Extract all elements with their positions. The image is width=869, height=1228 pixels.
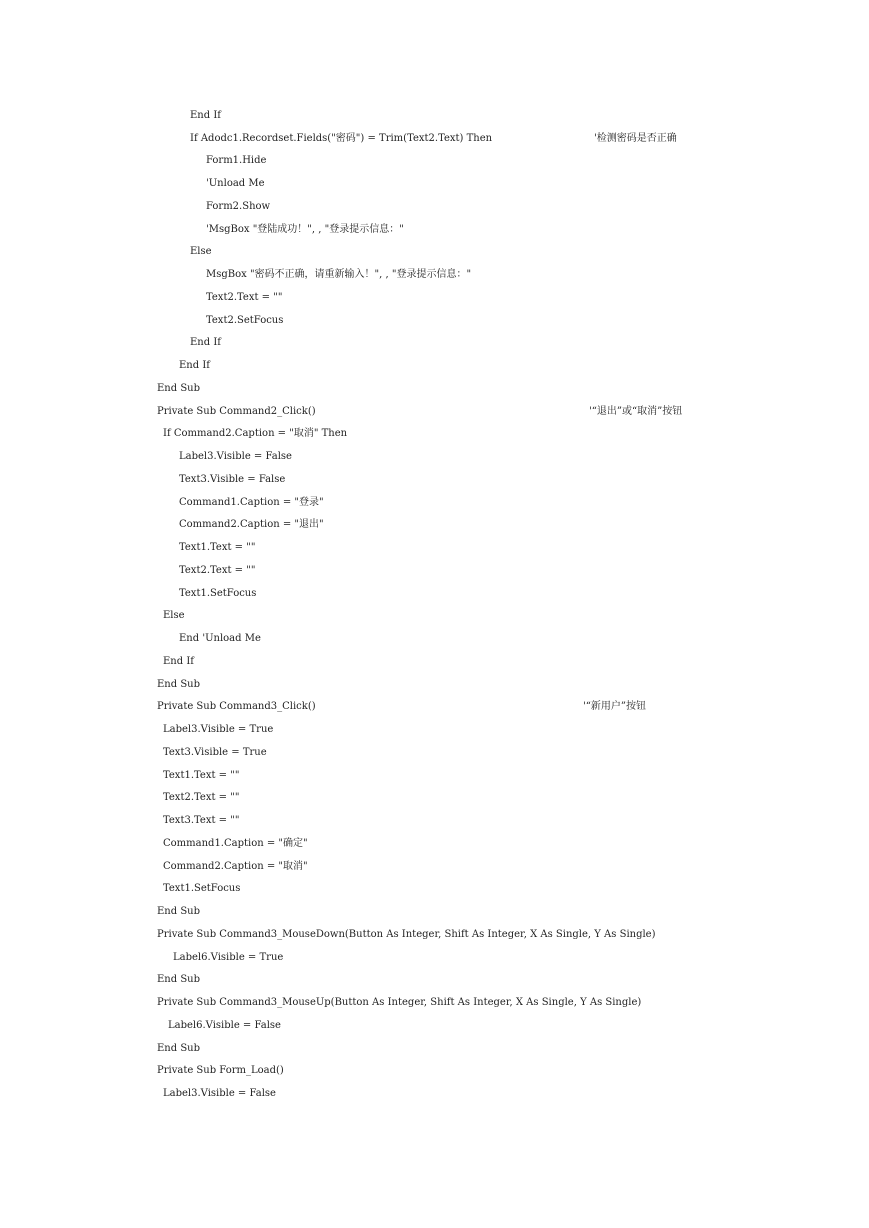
code-line — [163, 768, 849, 784]
code-text: If Command2.Caption = "取消" Then — [163, 428, 348, 439]
code-line — [179, 495, 849, 511]
code-text: Text1.SetFocus — [179, 588, 257, 599]
code-text: Private Sub Command3_Click() — [157, 701, 316, 712]
code-text: Text2.SetFocus — [206, 315, 284, 326]
code-line — [157, 995, 849, 1011]
code-text: Text2.Text = "" — [206, 292, 283, 303]
code-line — [163, 859, 849, 875]
code-line — [157, 1041, 849, 1057]
code-text: Text2.Text = "" — [179, 565, 256, 576]
code-line — [157, 404, 849, 420]
code-text: Label3.Visible = True — [163, 724, 274, 735]
code-line — [163, 722, 849, 738]
code-line — [179, 631, 849, 647]
code-text: Text2.Text = "" — [163, 792, 240, 803]
code-line — [163, 745, 849, 761]
code-line — [179, 517, 849, 533]
code-text: Text3.Visible = False — [179, 474, 286, 485]
code-line — [206, 153, 849, 169]
code-line — [157, 927, 849, 943]
code-text: Form2.Show — [206, 201, 271, 212]
code-text: Else — [163, 610, 185, 621]
code-text: End Sub — [157, 974, 201, 985]
code-line — [179, 540, 849, 556]
code-text: 'MsgBox "登陆成功！", , "登录提示信息：" — [206, 224, 404, 235]
code-line — [190, 244, 849, 260]
code-text: Command2.Caption = "取消" — [163, 861, 308, 872]
code-text: End If — [163, 656, 194, 667]
code-line — [179, 586, 849, 602]
code-line — [157, 1063, 849, 1079]
code-text: Text1.Text = "" — [179, 542, 256, 553]
code-text: End If — [190, 110, 221, 121]
code-text: End If — [190, 337, 221, 348]
code-line — [179, 472, 849, 488]
code-line — [163, 426, 849, 442]
code-line — [206, 290, 849, 306]
code-line — [157, 699, 849, 715]
code-text: 'Unload Me — [206, 178, 265, 189]
code-text: Private Sub Command3_MouseDown(Button As Integer, Shift As Integer, X As Single, Y As Single) — [157, 929, 656, 940]
code-line — [163, 881, 849, 897]
code-text: Private Sub Form_Load() — [157, 1065, 284, 1076]
code-text: Label3.Visible = False — [179, 451, 292, 462]
code-text: End Sub — [157, 906, 201, 917]
code-line — [179, 563, 849, 579]
code-line — [206, 313, 849, 329]
code-line — [163, 836, 849, 852]
code-text: Private Sub Command3_MouseUp(Button As Integer, Shift As Integer, X As Single, Y As Single) — [157, 997, 642, 1008]
code-text: If Adodc1.Recordset.Fields("密码") = Trim(Text2.Text) Then — [190, 133, 493, 144]
code-line — [157, 381, 849, 397]
code-text: Else — [190, 246, 212, 257]
code-text: End Sub — [157, 679, 201, 690]
code-line — [163, 654, 849, 670]
code-text: Label6.Visible = True — [173, 952, 284, 963]
code-comment: '“新用户”按钮 — [583, 701, 646, 712]
code-text: MsgBox "密码不正确，请重新输入！", , "登录提示信息：" — [206, 269, 472, 280]
code-text: End Sub — [157, 383, 201, 394]
code-line — [157, 904, 849, 920]
code-line — [163, 813, 849, 829]
code-text: End Sub — [157, 1043, 201, 1054]
code-line — [163, 1086, 849, 1102]
code-text: Command1.Caption = "确定" — [163, 838, 308, 849]
code-text: End 'Unload Me — [179, 633, 261, 644]
code-text: End If — [179, 360, 210, 371]
code-line — [168, 1018, 849, 1034]
code-text: Text1.Text = "" — [163, 770, 240, 781]
code-line — [190, 131, 849, 147]
code-line — [206, 267, 849, 283]
code-line — [163, 608, 849, 624]
code-text: Text1.SetFocus — [163, 883, 241, 894]
code-line — [206, 176, 849, 192]
code-text: Label3.Visible = False — [163, 1088, 276, 1099]
code-line — [206, 199, 849, 215]
code-line — [179, 358, 849, 374]
code-comment: '检测密码是否正确 — [594, 133, 677, 144]
code-line — [179, 449, 849, 465]
code-text: Form1.Hide — [206, 155, 267, 166]
code-text: Private Sub Command2_Click() — [157, 406, 316, 417]
code-line — [190, 108, 849, 124]
code-text: Command2.Caption = "退出" — [179, 519, 324, 530]
code-comment: '“退出”或“取消”按钮 — [589, 406, 683, 417]
code-line — [190, 335, 849, 351]
code-text: Text3.Text = "" — [163, 815, 240, 826]
code-line — [173, 950, 849, 966]
code-text: Label6.Visible = False — [168, 1020, 281, 1031]
code-line — [163, 790, 849, 806]
code-line — [157, 677, 849, 693]
code-line — [157, 972, 849, 988]
code-line — [206, 222, 849, 238]
code-text: Command1.Caption = "登录" — [179, 497, 324, 508]
code-text: Text3.Visible = True — [163, 747, 267, 758]
